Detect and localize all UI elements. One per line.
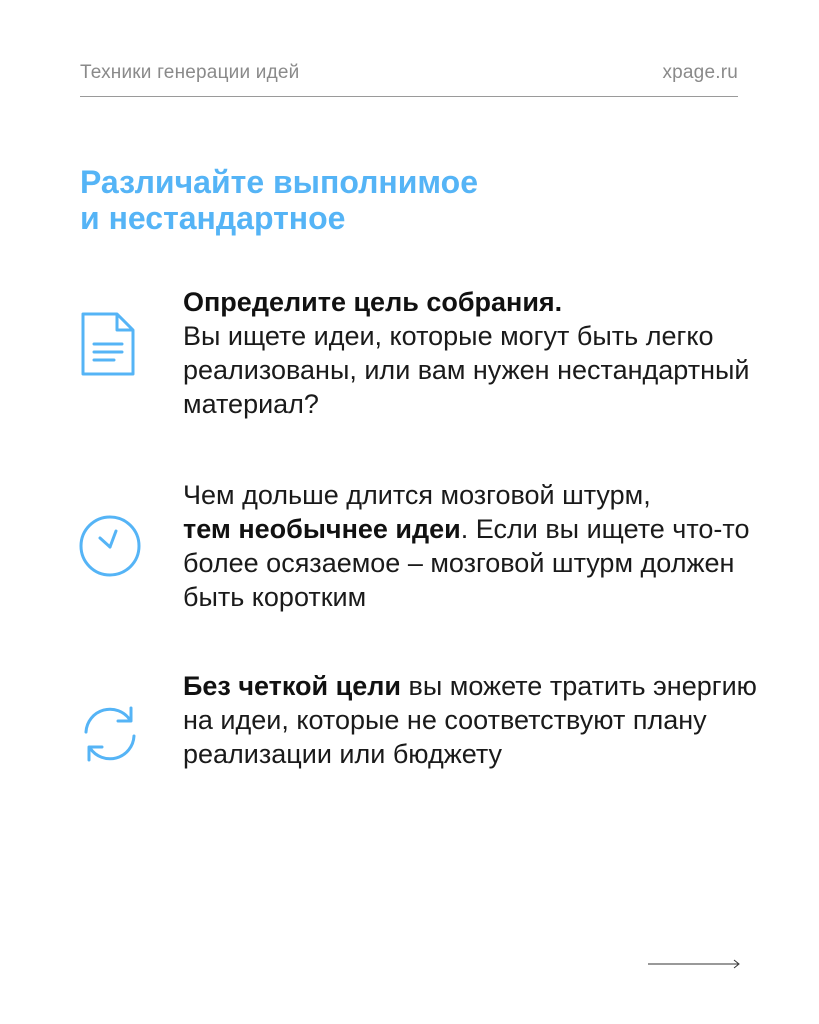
headline-line-1: Различайте выполнимое bbox=[80, 164, 478, 200]
header-title: Техники генерации идей bbox=[80, 62, 300, 83]
next-arrow-icon[interactable] bbox=[648, 957, 742, 971]
item-goal-bold: Определите цель собрания. bbox=[183, 287, 563, 317]
refresh-icon bbox=[78, 702, 142, 766]
item-duration-bold: тем необычнее идеи bbox=[183, 514, 461, 544]
item-duration-pre: Чем дольше длится мозговой штурм, bbox=[183, 480, 651, 510]
headline-line-2: и нестандартное bbox=[80, 200, 346, 236]
item-no-goal-bold: Без четкой цели bbox=[183, 671, 402, 701]
item-goal bbox=[183, 285, 763, 421]
item-goal-text: Вы ищете идеи, которые могут быть легко реализованы, или вам нужен нестандартный материал? bbox=[183, 321, 750, 419]
page-headline bbox=[80, 164, 740, 236]
header-site-link[interactable]: xpage.ru bbox=[662, 62, 738, 83]
item-duration-post: . Если вы ищете что-то более осязаемое – мозговой штурм должен быть коротким bbox=[183, 514, 750, 612]
item-no-goal bbox=[183, 669, 763, 771]
item-duration bbox=[183, 478, 763, 614]
page-header bbox=[80, 60, 738, 97]
document-icon bbox=[80, 312, 136, 376]
clock-icon bbox=[78, 514, 142, 578]
item-no-goal-text: вы можете тратить энергию на идеи, которые не соответствуют плану реализации или бюджету bbox=[183, 671, 757, 769]
